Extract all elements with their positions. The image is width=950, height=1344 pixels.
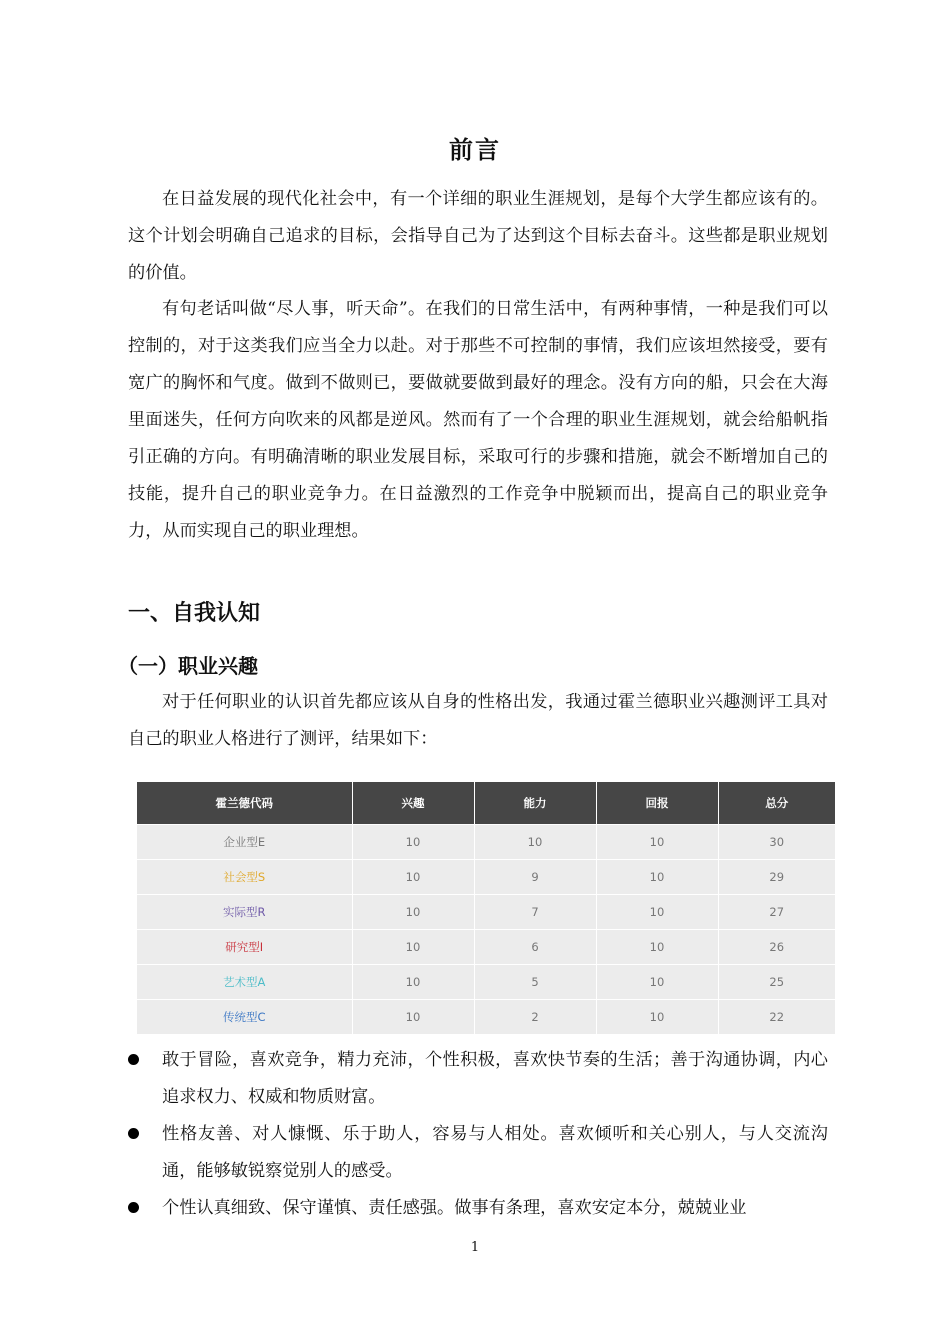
cell-total: 30 bbox=[718, 825, 835, 860]
preface-paragraph-1: 在日益发展的现代化社会中，有一个详细的职业生涯规划，是每个大学生都应该有的。这个计划会明确自己追求的目标，会指导自己为了达到这个目标去奋斗。这些都是职业规划的价值。 bbox=[128, 189, 828, 283]
header-holland-code: 霍兰德代码 bbox=[137, 782, 352, 825]
cell-ability: 2 bbox=[474, 1000, 596, 1035]
header-ability: 能力 bbox=[474, 782, 596, 825]
header-total: 总分 bbox=[718, 782, 835, 825]
cell-ability: 6 bbox=[474, 930, 596, 965]
cell-interest: 10 bbox=[352, 1000, 474, 1035]
preface-paragraph-2: 有句老话叫做“尽人事，听天命”。在我们的日常生活中，有两种事情，一种是我们可以控制的，对于这类我们应当全力以赴。对于那些不可控制的事情，我们应该坦然接受，要有宽广的胸怀和气度。做到不做则已，要做就要做到最好的理念。没有方向的船，只会在大海里面迷失，任何方向吹来的风都是逆风。然而有了一个合理的职业生涯规划，就会给船帆指引正确的方向。有明确清晰的职业发展目标，采取可行的步骤和措施，就会不断增加自己的技能，提升自己的职业竞争力。在日益激烈的工作竞争中脱颖而出，提高自己的职业竞争力，从而实现自己的职业理想。 bbox=[128, 299, 828, 541]
bullet-dot-icon bbox=[128, 1202, 139, 1213]
section-heading-self-awareness: 一、自我认知 bbox=[128, 601, 261, 626]
table-row bbox=[137, 895, 835, 930]
table-row bbox=[137, 1000, 835, 1035]
cell-total: 29 bbox=[718, 860, 835, 895]
table-header-row bbox=[137, 782, 835, 825]
header-reward: 回报 bbox=[596, 782, 718, 825]
table-row bbox=[137, 860, 835, 895]
cell-total: 22 bbox=[718, 1000, 835, 1035]
page-title: 前言 bbox=[449, 136, 501, 164]
cell-total: 25 bbox=[718, 965, 835, 1000]
cell-reward: 10 bbox=[596, 895, 718, 930]
cell-reward: 10 bbox=[596, 1000, 718, 1035]
header-interest: 兴趣 bbox=[352, 782, 474, 825]
bullet-text: 性格友善、对人慷慨、乐于助人，容易与人相处。喜欢倾听和关心别人，与人交流沟通，能够敏锐察觉别人的感受。 bbox=[162, 1124, 828, 1181]
cell-total: 26 bbox=[718, 930, 835, 965]
cell-interest: 10 bbox=[352, 895, 474, 930]
cell-interest: 10 bbox=[352, 860, 474, 895]
cell-type: 企业型E bbox=[137, 825, 352, 860]
career-interest-intro: 对于任何职业的认识首先都应该从自身的性格出发，我通过霍兰德职业兴趣测评工具对自己的职业人格进行了测评，结果如下： bbox=[128, 692, 828, 749]
bullet-text: 敢于冒险，喜欢竞争，精力充沛，个性积极，喜欢快节奏的生活；善于沟通协调，内心追求权力、权威和物质财富。 bbox=[162, 1050, 828, 1107]
cell-reward: 10 bbox=[596, 930, 718, 965]
cell-interest: 10 bbox=[352, 930, 474, 965]
list-item bbox=[128, 1042, 828, 1116]
trait-bullet-list bbox=[128, 1042, 828, 1227]
list-item bbox=[128, 1190, 828, 1227]
cell-interest: 10 bbox=[352, 825, 474, 860]
bullet-dot-icon bbox=[128, 1128, 139, 1139]
cell-type: 实际型R bbox=[137, 895, 352, 930]
bullet-dot-icon bbox=[128, 1054, 139, 1065]
cell-reward: 10 bbox=[596, 965, 718, 1000]
cell-ability: 10 bbox=[474, 825, 596, 860]
cell-type: 传统型C bbox=[137, 1000, 352, 1035]
table-row bbox=[137, 965, 835, 1000]
cell-ability: 7 bbox=[474, 895, 596, 930]
list-item bbox=[128, 1116, 828, 1190]
cell-type: 研究型I bbox=[137, 930, 352, 965]
cell-ability: 5 bbox=[474, 965, 596, 1000]
cell-type: 社会型S bbox=[137, 860, 352, 895]
table-row bbox=[137, 930, 835, 965]
cell-type: 艺术型A bbox=[137, 965, 352, 1000]
holland-results-table bbox=[137, 782, 835, 1034]
bullet-text: 个性认真细致、保守谨慎、责任感强。做事有条理，喜欢安定本分，兢兢业业 bbox=[162, 1198, 747, 1218]
cell-reward: 10 bbox=[596, 825, 718, 860]
cell-reward: 10 bbox=[596, 860, 718, 895]
page-number: 1 bbox=[470, 1240, 480, 1255]
cell-interest: 10 bbox=[352, 965, 474, 1000]
subsection-heading-career-interest: （一）职业兴趣 bbox=[118, 654, 258, 678]
cell-ability: 9 bbox=[474, 860, 596, 895]
cell-total: 27 bbox=[718, 895, 835, 930]
table-row bbox=[137, 825, 835, 860]
